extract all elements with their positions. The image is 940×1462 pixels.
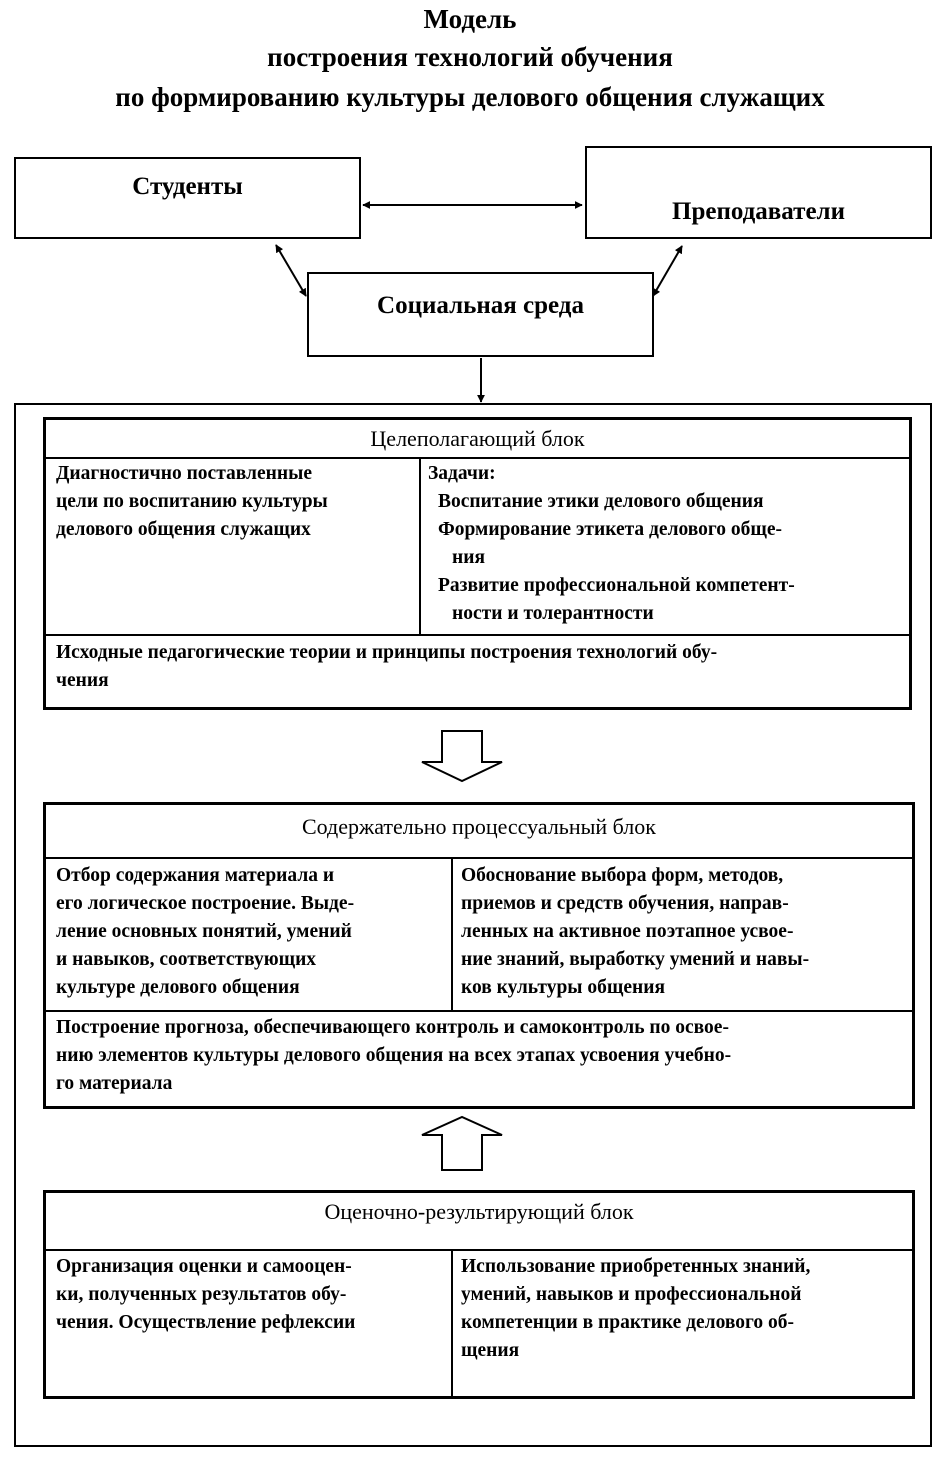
students-label: Студенты	[132, 173, 243, 200]
teachers-social-arrow	[653, 246, 682, 296]
task-item-continued: ния	[452, 547, 486, 568]
task-item: Воспитание этики делового общения	[438, 491, 764, 512]
tasks-label: Задачи:	[428, 463, 496, 484]
task-item-continued: ности и толерантности	[452, 603, 654, 624]
goal-setting-header: Целеполагающий блок	[370, 426, 585, 451]
pedagogical-theories: Исходные педагогические теории и принципы построения технологий обу- чения	[56, 642, 718, 691]
students-social-arrow	[276, 245, 306, 296]
goals-description: Диагностично поставленные цели по воспитанию культуры делового общения служащих	[56, 463, 328, 540]
diagram-title-line-3: по формированию культуры делового общения служащих	[115, 82, 825, 112]
social-environment-label: Социальная среда	[377, 292, 584, 319]
content-procedural-header: Содержательно процессуальный блок	[302, 814, 656, 839]
forecast-control: Построение прогноза, обеспечивающего контроль и самоконтроль по освое- нию элементов культуры делового общения на всех этапах усвоения учебно- го материала	[56, 1017, 732, 1094]
methods-justification: Обоснование выбора форм, методов, приемов и средств обучения, направ- ленных на активное поэтапное усвое- ние знаний, выработку умений и навы- ков культуры общения	[461, 865, 810, 998]
knowledge-application: Использование приобретенных знаний, умений, навыков и профессиональной компетенции в практике делового об- щения	[461, 1256, 811, 1361]
evaluation-result-header: Оценочно-результирующий блок	[324, 1199, 634, 1224]
task-item: Развитие профессиональной компетент-	[438, 575, 795, 596]
diagram-title-line-2: построения технологий обучения	[267, 42, 673, 72]
task-item: Формирование этикета делового обще-	[438, 519, 783, 540]
up-block-arrow	[422, 1117, 502, 1170]
content-selection: Отбор содержания материала и его логическое построение. Выде- ление основных понятий, умений и навыков, соответствующих культуре делового общения	[56, 865, 355, 998]
down-block-arrow	[422, 731, 502, 781]
diagram-title-line-1: Модель	[423, 4, 517, 34]
evaluation-organization: Организация оценки и самооцен- ки, полученных результатов обу- чения. Осуществление рефлексии	[56, 1256, 356, 1333]
teachers-label: Преподаватели	[672, 198, 845, 225]
